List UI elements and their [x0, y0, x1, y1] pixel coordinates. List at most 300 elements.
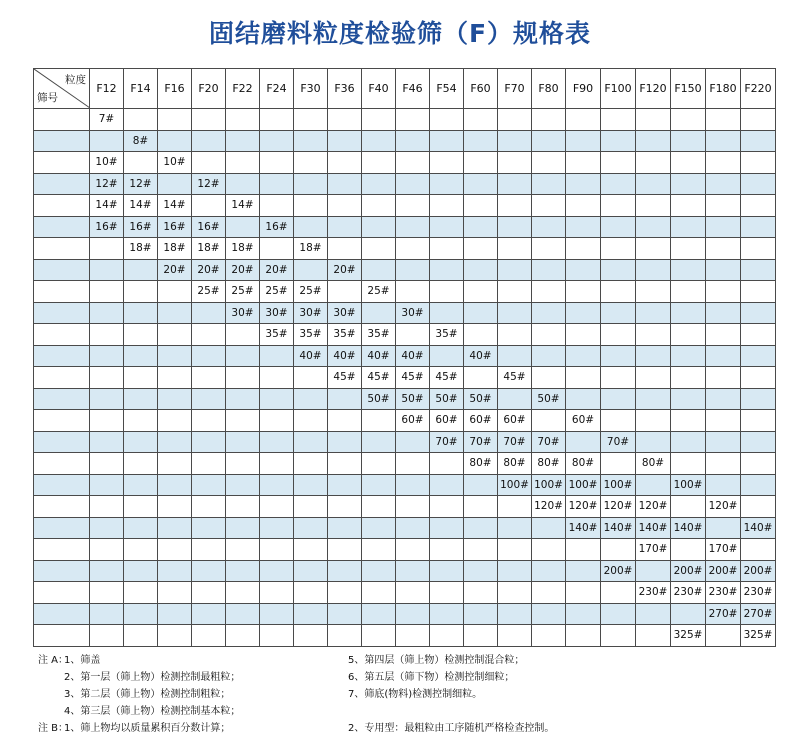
table-cell	[430, 259, 464, 281]
table-cell	[226, 109, 260, 131]
table-cell	[396, 625, 430, 647]
table-cell: 40#	[362, 345, 396, 367]
table-cell	[158, 453, 192, 475]
table-cell	[124, 560, 158, 582]
table-cell	[260, 388, 294, 410]
table-cell	[601, 109, 636, 131]
table-cell: 45#	[430, 367, 464, 389]
table-cell	[671, 496, 706, 518]
table-cell: 170#	[636, 539, 671, 561]
table-cell	[741, 109, 776, 131]
table-cell	[158, 410, 192, 432]
table-cell	[260, 367, 294, 389]
table-cell	[430, 281, 464, 303]
table-cell: 16#	[124, 216, 158, 238]
table-cell: 50#	[464, 388, 498, 410]
table-cell	[601, 582, 636, 604]
row-label-cell	[34, 431, 90, 453]
note-a-line-2: 2、第一层（筛上物）检测控制最粗粒；	[64, 672, 241, 683]
table-cell	[90, 302, 124, 324]
table-cell	[124, 582, 158, 604]
table-cell	[706, 152, 741, 174]
table-cell	[671, 367, 706, 389]
table-row	[34, 367, 776, 389]
corner-header-cell	[34, 69, 90, 109]
table-cell	[601, 173, 636, 195]
table-cell: 50#	[362, 388, 396, 410]
row-label-cell	[34, 410, 90, 432]
table-cell	[636, 324, 671, 346]
table-cell	[671, 109, 706, 131]
row-label-cell	[34, 560, 90, 582]
table-cell	[260, 539, 294, 561]
table-cell	[328, 453, 362, 475]
table-cell	[706, 431, 741, 453]
table-row	[34, 259, 776, 281]
table-cell	[90, 324, 124, 346]
table-cell	[158, 388, 192, 410]
table-cell	[601, 259, 636, 281]
table-cell	[671, 173, 706, 195]
table-cell	[741, 539, 776, 561]
table-cell	[464, 302, 498, 324]
table-cell: 120#	[532, 496, 566, 518]
table-cell	[294, 582, 328, 604]
table-cell	[741, 195, 776, 217]
table-cell: 18#	[124, 238, 158, 260]
table-cell	[226, 560, 260, 582]
table-cell	[396, 216, 430, 238]
table-cell	[566, 130, 601, 152]
table-cell	[741, 238, 776, 260]
note-a-line-6: 6、第五层（筛下物）检测控制细粒；	[348, 672, 515, 683]
table-cell	[464, 496, 498, 518]
table-cell	[90, 281, 124, 303]
table-cell: 325#	[741, 625, 776, 647]
table-cell	[430, 453, 464, 475]
table-cell: 140#	[566, 517, 601, 539]
table-cell	[464, 474, 498, 496]
row-label-cell	[34, 582, 90, 604]
table-cell	[464, 324, 498, 346]
table-cell	[741, 130, 776, 152]
table-cell	[706, 367, 741, 389]
table-row	[34, 109, 776, 131]
table-cell: 12#	[192, 173, 226, 195]
table-cell	[430, 560, 464, 582]
table-cell	[671, 238, 706, 260]
column-header: F120	[636, 69, 671, 109]
table-cell	[260, 517, 294, 539]
table-cell	[706, 474, 741, 496]
table-cell	[124, 539, 158, 561]
table-cell	[430, 582, 464, 604]
table-row	[34, 410, 776, 432]
table-cell: 80#	[498, 453, 532, 475]
column-header: F36	[328, 69, 362, 109]
table-cell	[226, 603, 260, 625]
table-cell	[294, 453, 328, 475]
table-cell	[124, 281, 158, 303]
table-cell	[192, 582, 226, 604]
table-cell	[158, 324, 192, 346]
table-cell	[226, 173, 260, 195]
table-cell	[294, 410, 328, 432]
sieve-spec-table	[33, 68, 776, 647]
table-cell: 25#	[192, 281, 226, 303]
column-header: F180	[706, 69, 741, 109]
table-cell: 120#	[601, 496, 636, 518]
table-cell	[671, 431, 706, 453]
table-cell	[532, 625, 566, 647]
table-cell	[328, 281, 362, 303]
table-cell	[192, 539, 226, 561]
table-row	[34, 388, 776, 410]
table-cell	[294, 517, 328, 539]
table-cell: 60#	[430, 410, 464, 432]
table-cell: 10#	[90, 152, 124, 174]
table-cell: 70#	[430, 431, 464, 453]
table-cell	[566, 302, 601, 324]
row-label-cell	[34, 453, 90, 475]
table-cell	[706, 453, 741, 475]
table-cell: 45#	[328, 367, 362, 389]
table-cell: 14#	[90, 195, 124, 217]
table-cell	[671, 539, 706, 561]
table-cell	[430, 345, 464, 367]
table-cell	[260, 195, 294, 217]
table-cell	[532, 582, 566, 604]
table-cell	[192, 152, 226, 174]
table-cell	[498, 238, 532, 260]
table-cell	[636, 173, 671, 195]
table-cell	[464, 603, 498, 625]
table-cell	[601, 367, 636, 389]
table-cell	[464, 152, 498, 174]
table-cell	[362, 517, 396, 539]
row-label-cell	[34, 302, 90, 324]
table-cell	[192, 517, 226, 539]
table-cell	[532, 216, 566, 238]
table-cell	[260, 496, 294, 518]
table-cell	[396, 109, 430, 131]
table-cell	[90, 539, 124, 561]
table-cell	[124, 517, 158, 539]
table-row	[34, 625, 776, 647]
table-cell	[498, 388, 532, 410]
table-cell	[464, 195, 498, 217]
table-cell	[741, 302, 776, 324]
table-cell	[294, 388, 328, 410]
table-cell	[362, 259, 396, 281]
sieve-number-label: 筛号	[37, 92, 58, 104]
table-cell	[636, 431, 671, 453]
table-cell	[362, 539, 396, 561]
table-cell	[601, 216, 636, 238]
row-label-cell	[34, 625, 90, 647]
table-cell	[498, 173, 532, 195]
table-cell: 70#	[464, 431, 498, 453]
table-cell	[498, 259, 532, 281]
table-cell	[124, 324, 158, 346]
table-cell	[532, 345, 566, 367]
table-cell: 80#	[464, 453, 498, 475]
row-label-cell	[34, 324, 90, 346]
table-cell	[671, 130, 706, 152]
notes-right-column	[348, 652, 778, 737]
table-cell: 60#	[566, 410, 601, 432]
table-cell	[396, 238, 430, 260]
table-cell	[636, 388, 671, 410]
table-cell: 100#	[601, 474, 636, 496]
table-cell	[260, 603, 294, 625]
table-cell	[362, 173, 396, 195]
notes-left-column	[38, 652, 338, 737]
table-cell	[601, 410, 636, 432]
table-cell	[532, 238, 566, 260]
table-cell	[226, 216, 260, 238]
table-cell: 100#	[566, 474, 601, 496]
table-cell	[90, 474, 124, 496]
table-cell	[430, 625, 464, 647]
table-cell	[328, 130, 362, 152]
table-cell	[226, 324, 260, 346]
table-cell	[328, 173, 362, 195]
table-cell	[566, 195, 601, 217]
table-cell: 40#	[328, 345, 362, 367]
table-cell: 60#	[464, 410, 498, 432]
table-cell	[636, 281, 671, 303]
table-cell: 20#	[328, 259, 362, 281]
table-cell	[566, 431, 601, 453]
table-cell	[498, 582, 532, 604]
table-cell	[601, 345, 636, 367]
table-cell	[498, 324, 532, 346]
table-cell	[90, 410, 124, 432]
table-cell	[124, 109, 158, 131]
table-cell	[124, 431, 158, 453]
table-cell	[498, 109, 532, 131]
table-cell	[226, 431, 260, 453]
table-cell: 170#	[706, 539, 741, 561]
table-cell	[294, 109, 328, 131]
table-cell	[706, 345, 741, 367]
table-cell	[566, 173, 601, 195]
table-cell	[706, 324, 741, 346]
table-cell	[124, 625, 158, 647]
table-cell	[498, 281, 532, 303]
table-cell	[260, 474, 294, 496]
table-cell	[328, 195, 362, 217]
table-cell	[260, 431, 294, 453]
table-cell	[532, 152, 566, 174]
table-row	[34, 431, 776, 453]
table-cell	[636, 130, 671, 152]
row-label-cell	[34, 388, 90, 410]
table-cell	[706, 388, 741, 410]
table-cell	[260, 345, 294, 367]
table-cell	[636, 109, 671, 131]
column-header: F24	[260, 69, 294, 109]
table-cell	[396, 582, 430, 604]
table-cell: 230#	[741, 582, 776, 604]
table-cell	[328, 431, 362, 453]
table-cell	[706, 238, 741, 260]
table-cell	[636, 474, 671, 496]
table-row	[34, 130, 776, 152]
note-a-tag: 注 A：	[38, 655, 69, 666]
column-header: F16	[158, 69, 192, 109]
table-cell	[636, 216, 671, 238]
table-cell	[566, 152, 601, 174]
table-cell	[671, 152, 706, 174]
table-cell	[362, 152, 396, 174]
table-cell	[90, 603, 124, 625]
table-cell	[396, 517, 430, 539]
table-cell	[124, 410, 158, 432]
table-cell	[192, 625, 226, 647]
table-cell	[158, 625, 192, 647]
table-row	[34, 539, 776, 561]
table-cell	[498, 195, 532, 217]
table-cell	[498, 345, 532, 367]
table-cell: 18#	[226, 238, 260, 260]
table-cell	[706, 173, 741, 195]
table-cell	[741, 496, 776, 518]
table-cell	[566, 367, 601, 389]
table-cell	[671, 324, 706, 346]
table-cell	[532, 517, 566, 539]
table-cell	[294, 474, 328, 496]
table-cell	[396, 173, 430, 195]
table-cell	[90, 496, 124, 518]
table-cell	[706, 281, 741, 303]
row-label-cell	[34, 603, 90, 625]
table-cell: 8#	[124, 130, 158, 152]
column-header: F22	[226, 69, 260, 109]
table-cell	[260, 238, 294, 260]
column-header: F150	[671, 69, 706, 109]
row-label-cell	[34, 345, 90, 367]
table-cell	[328, 496, 362, 518]
table-cell	[741, 431, 776, 453]
row-label-cell	[34, 195, 90, 217]
table-cell	[636, 195, 671, 217]
table-cell	[124, 496, 158, 518]
table-cell	[158, 302, 192, 324]
note-b-tag: 注 B：	[38, 723, 69, 734]
table-cell	[90, 367, 124, 389]
table-cell	[294, 130, 328, 152]
row-label-cell	[34, 109, 90, 131]
table-cell	[566, 216, 601, 238]
table-cell	[430, 130, 464, 152]
table-cell	[124, 302, 158, 324]
table-cell	[532, 281, 566, 303]
table-cell	[430, 517, 464, 539]
table-cell	[260, 560, 294, 582]
table-cell	[294, 152, 328, 174]
table-cell: 18#	[192, 238, 226, 260]
notes-section	[38, 652, 778, 738]
table-cell	[362, 195, 396, 217]
table-header-row	[34, 69, 776, 109]
table-cell	[328, 539, 362, 561]
table-cell	[158, 281, 192, 303]
table-cell	[706, 517, 741, 539]
table-cell	[124, 152, 158, 174]
table-cell	[192, 302, 226, 324]
table-cell	[226, 130, 260, 152]
table-cell	[396, 259, 430, 281]
column-header: F12	[90, 69, 124, 109]
table-cell	[706, 130, 741, 152]
table-cell	[430, 152, 464, 174]
table-cell	[158, 173, 192, 195]
table-cell	[90, 345, 124, 367]
table-cell	[362, 560, 396, 582]
table-cell: 35#	[294, 324, 328, 346]
table-cell: 140#	[636, 517, 671, 539]
table-cell	[566, 539, 601, 561]
table-cell: 45#	[362, 367, 396, 389]
table-cell	[226, 582, 260, 604]
column-header: F54	[430, 69, 464, 109]
table-cell	[601, 281, 636, 303]
table-cell: 120#	[566, 496, 601, 518]
table-cell	[464, 517, 498, 539]
table-cell	[294, 259, 328, 281]
table-cell	[671, 259, 706, 281]
table-cell: 35#	[362, 324, 396, 346]
table-cell	[566, 625, 601, 647]
table-cell	[464, 173, 498, 195]
note-a-line-5: 5、第四层（筛上物）检测控制混合粒；	[348, 655, 525, 666]
table-cell	[601, 453, 636, 475]
table-cell	[362, 216, 396, 238]
table-cell	[328, 216, 362, 238]
table-cell	[158, 431, 192, 453]
table-cell	[636, 345, 671, 367]
table-row	[34, 173, 776, 195]
table-cell: 40#	[464, 345, 498, 367]
page-title: 固结磨料粒度检验筛（F）规格表	[208, 19, 592, 48]
table-cell	[260, 625, 294, 647]
table-cell	[226, 410, 260, 432]
table-cell: 12#	[90, 173, 124, 195]
table-cell	[671, 603, 706, 625]
table-cell	[498, 603, 532, 625]
table-cell	[192, 109, 226, 131]
table-cell	[362, 603, 396, 625]
table-cell: 20#	[260, 259, 294, 281]
table-cell	[260, 152, 294, 174]
table-row	[34, 560, 776, 582]
table-cell: 120#	[706, 496, 741, 518]
table-cell: 60#	[498, 410, 532, 432]
table-cell	[566, 388, 601, 410]
table-cell: 16#	[90, 216, 124, 238]
table-cell	[362, 130, 396, 152]
table-cell	[362, 302, 396, 324]
table-cell	[328, 560, 362, 582]
table-cell	[260, 130, 294, 152]
table-cell	[294, 431, 328, 453]
table-cell: 80#	[566, 453, 601, 475]
table-cell: 200#	[706, 560, 741, 582]
table-cell	[601, 130, 636, 152]
table-cell	[362, 238, 396, 260]
